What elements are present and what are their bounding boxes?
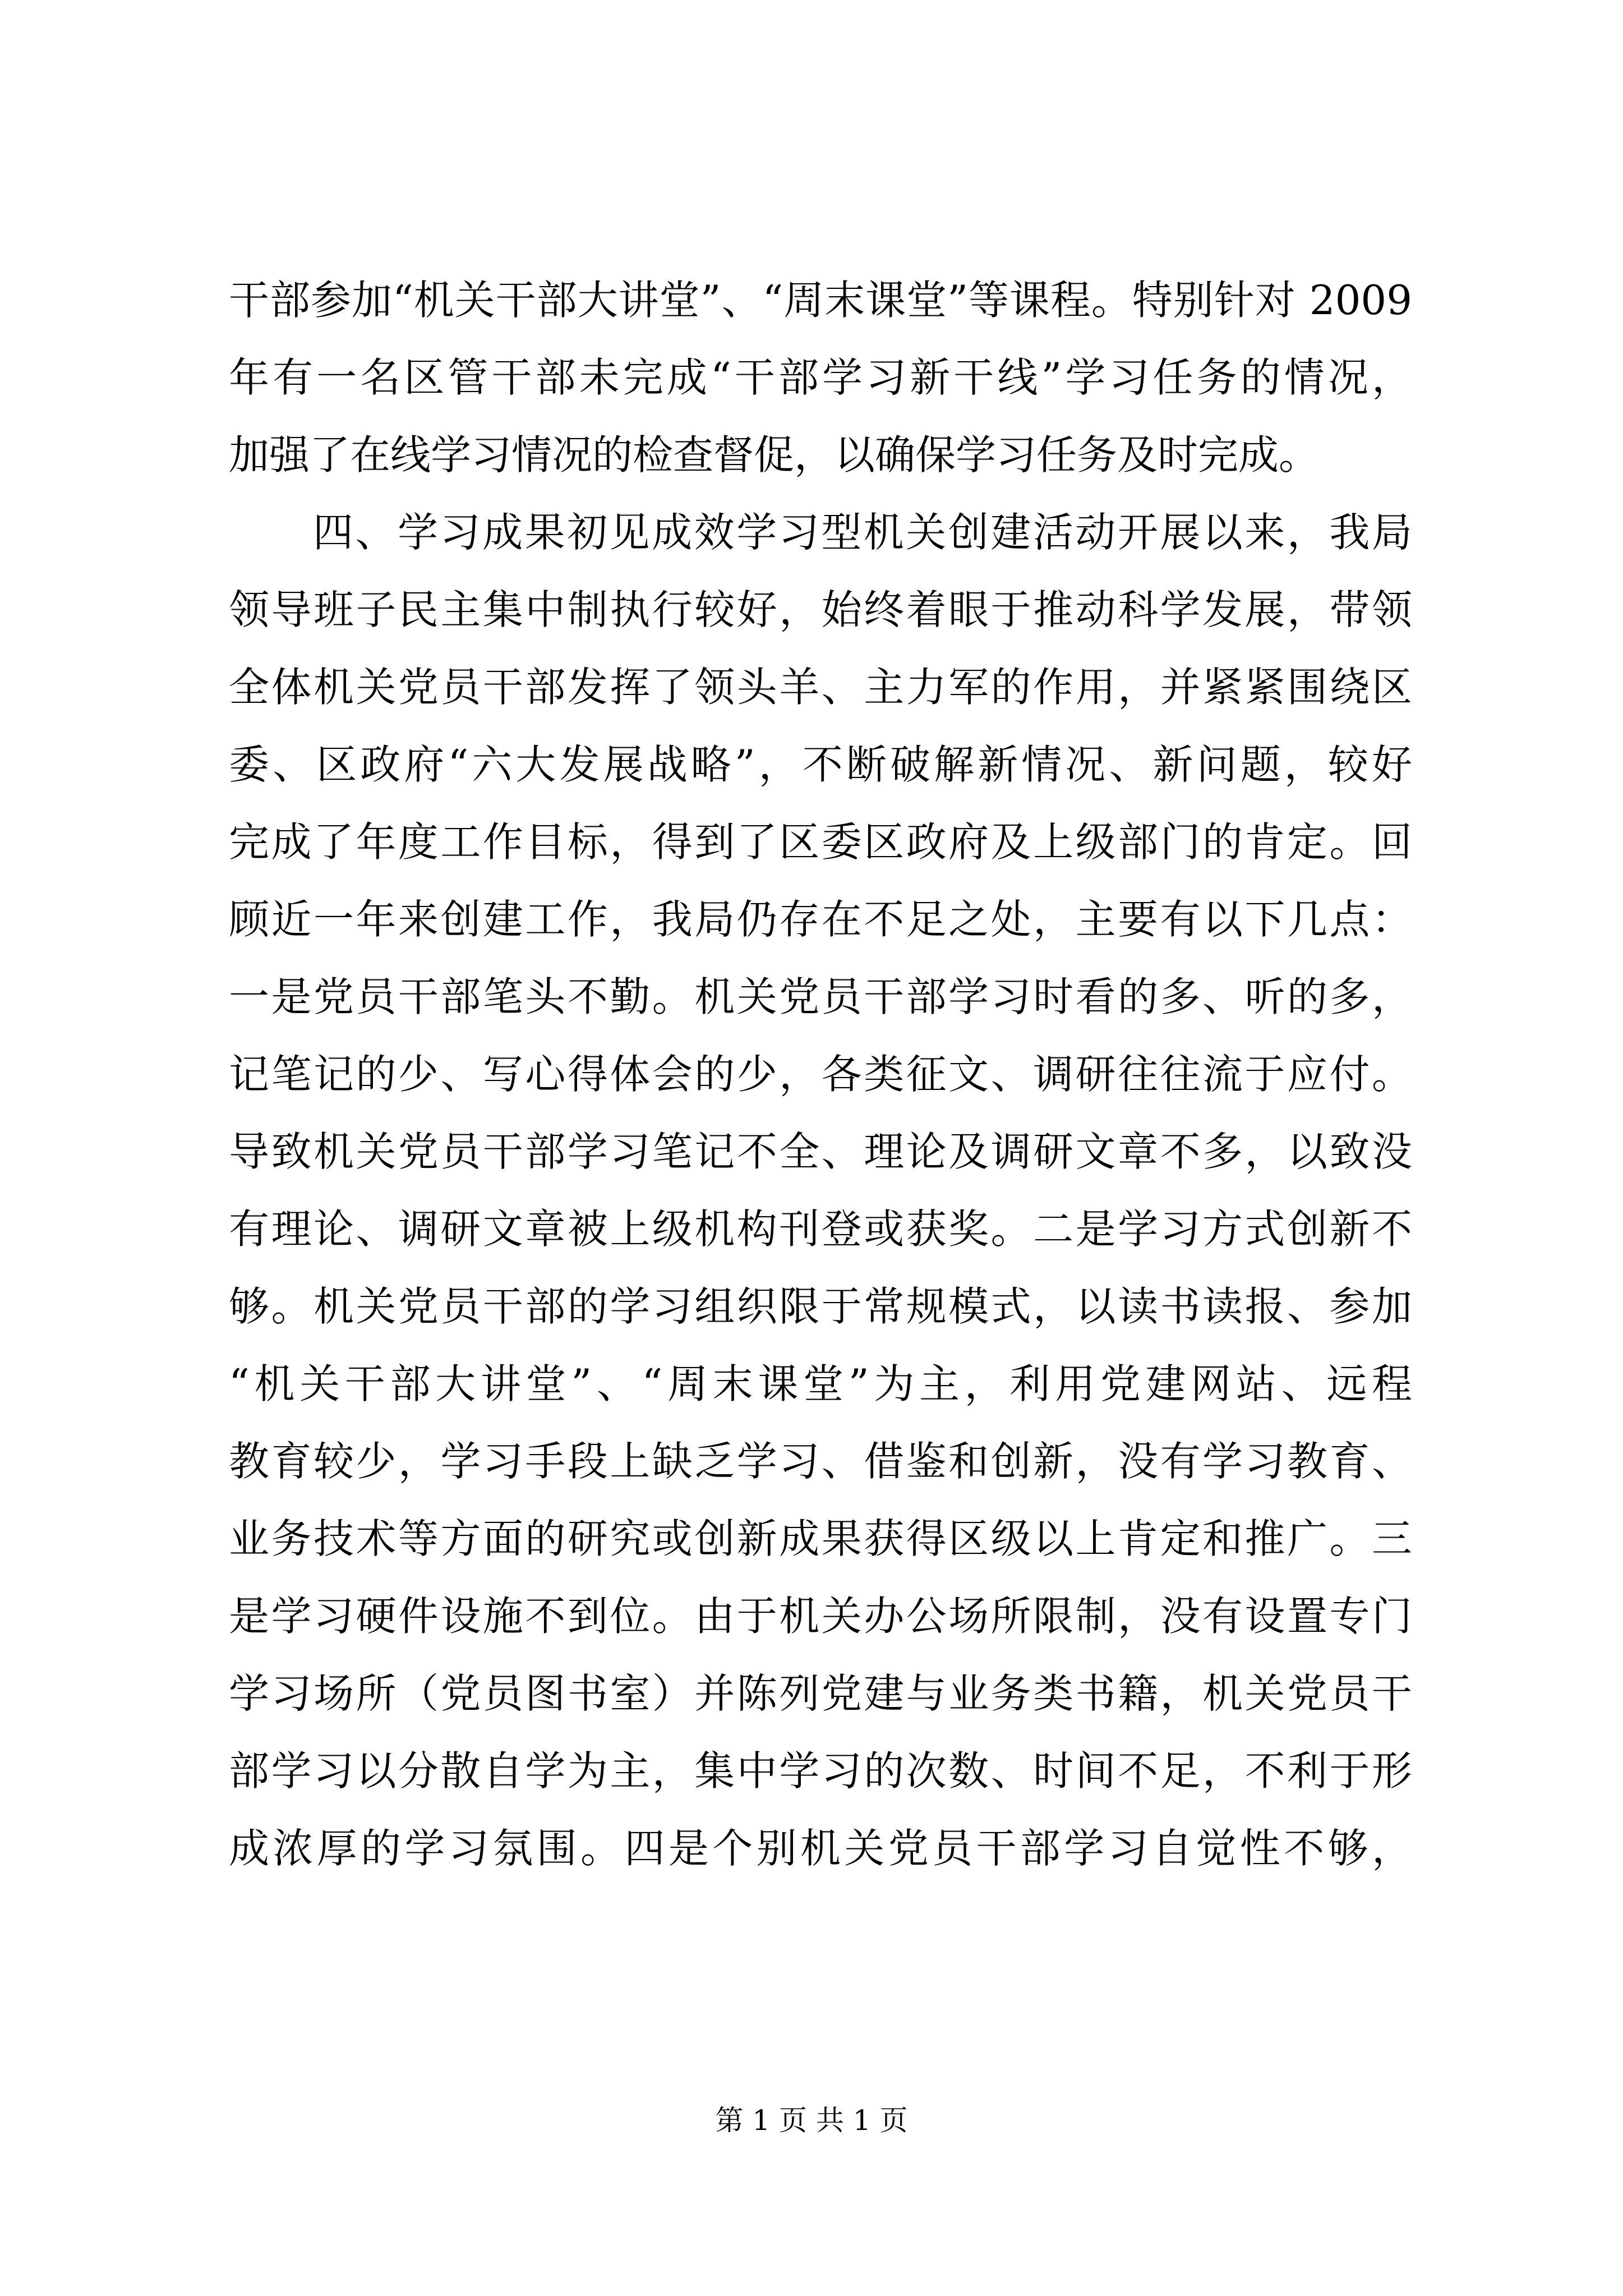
page-footer: 第 1 页 共 1 页: [715, 2104, 908, 2137]
text-line: 顾近一年来创建工作，我局仍存在不足之处，主要有以下几点：: [229, 896, 1412, 943]
paragraph-first-line: 四、学习成果初见成效学习型机关创建活动开展以来，我局: [313, 509, 1412, 556]
text-line: 干部参加“机关干部大讲堂”、“周末课堂”等课程。特别针对 2009: [229, 277, 1412, 324]
text-line: 是学习硬件设施不到位。由于机关办公场所限制，没有设置专门: [229, 1593, 1412, 1640]
text-line: 学习场所（党员图书室）并陈列党建与业务类书籍，机关党员干: [229, 1670, 1412, 1717]
text-line: 够。机关党员干部的学习组织限于常规模式，以读书读报、参加: [229, 1283, 1412, 1330]
text-line: 记笔记的少、写心得体会的少，各类征文、调研往往流于应付。: [229, 1051, 1412, 1098]
text-line: 成浓厚的学习氛围。四是个别机关党员干部学习自觉性不够，: [229, 1825, 1412, 1872]
text-line: 完成了年度工作目标，得到了区委区政府及上级部门的肯定。回: [229, 818, 1412, 866]
text-line: 一是党员干部笔头不勤。机关党员干部学习时看的多、听的多，: [229, 973, 1412, 1020]
text-line: “机关干部大讲堂”、“周末课堂”为主，利用党建网站、远程: [229, 1360, 1412, 1407]
text-line: 委、区政府“六大发展战略”，不断破解新情况、新问题，较好: [229, 741, 1412, 788]
text-line: 教育较少，学习手段上缺乏学习、借鉴和创新，没有学习教育、: [229, 1438, 1412, 1485]
text-line: 领导班子民主集中制执行较好，始终着眼于推动科学发展，带领: [229, 586, 1412, 633]
document-body: [229, 261, 1412, 1887]
text-line: 年有一名区管干部未完成“干部学习新干线”学习任务的情况，: [229, 354, 1412, 401]
text-line: 导致机关党员干部学习笔记不全、理论及调研文章不多，以致没: [229, 1128, 1412, 1175]
text-line: 业务技术等方面的研究或创新成果获得区级以上肯定和推广。三: [229, 1515, 1412, 1562]
text-line: 有理论、调研文章被上级机构刊登或获奖。二是学习方式创新不: [229, 1205, 1412, 1253]
text-line: 全体机关党员干部发挥了领头羊、主力军的作用，并紧紧围绕区: [229, 664, 1412, 711]
text-line: 加强了在线学习情况的检查督促，以确保学习任务及时完成。: [229, 431, 1320, 478]
text-line: 部学习以分散自学为主，集中学习的次数、时间不足，不利于形: [229, 1747, 1412, 1795]
